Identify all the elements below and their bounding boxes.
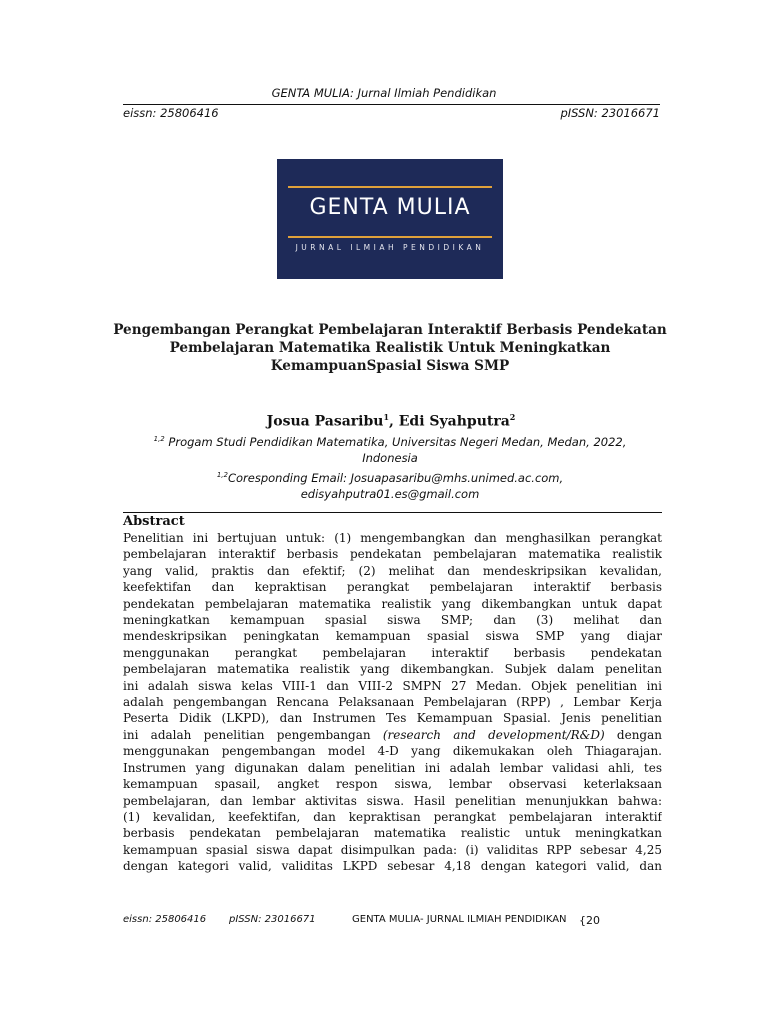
footer-journal-name: GENTA MULIA- JURNAL ILMIAH PENDIDIKAN — [352, 914, 567, 925]
affiliation-line: Indonesia — [362, 451, 418, 466]
journal-title: GENTA MULIA: Jurnal Ilmiah Pendidikan — [271, 86, 497, 100]
abstract-line: kemampuan spasail, angket respon siswa, lembar observasi keterlaksaan — [123, 777, 662, 792]
paper-title-line: Pembelajaran Matematika Realistik Untuk Meningkatkan — [169, 340, 611, 356]
abstract-line: Peserta Didik (LKPD), dan Instrumen Tes Kemampuan Spasial. Jenis penelitian — [123, 711, 662, 726]
abstract-line: (1) kevalidan, keefektifan, dan kepraktisan perangkat pembelajaran interaktif — [123, 809, 662, 824]
logo-top-rule — [288, 186, 492, 188]
abstract-heading: Abstract — [123, 512, 662, 529]
affil-mark: 1,2 — [216, 470, 228, 479]
affiliation-block — [130, 431, 650, 503]
abstract-line: pendekatan pembelajaran matematika realistik yang dikembangkan untuk dapat — [123, 596, 662, 611]
paper-title-line: Pengembangan Perangkat Pembelajaran Interaktif Berbasis Pendekatan — [113, 322, 667, 338]
affiliation-line: $^{1,2}$ Progam Studi Pendidikan Matematika, Universitas Negeri Medan, Medan, 2022, — [153, 434, 627, 449]
abstract-line: keefektifan dan kepraktisan perangkat pembelajaran interaktif berbasis — [123, 580, 662, 595]
abstract-line: pembelajaran interaktif berbasis pendekatan pembelajaran matematika realistik — [123, 547, 662, 562]
logo-tagline: JURNAL ILMIAH PENDIDIKAN — [295, 243, 485, 252]
author-affil-mark: 1 — [383, 412, 390, 422]
author-list — [0, 412, 768, 430]
abstract-line: ini adalah siswa kelas VIII-1 dan VIII-2 SMPN 27 Medan. Objek penelitian ini — [123, 678, 662, 693]
abstract-line: kemampuan spasial siswa dapat disimpulkan pada: (i) validitas RPP sebesar 4,25 — [123, 842, 662, 857]
abstract-line: ini adalah penelitian pengembangan (research and development/R&D) dengan — [123, 727, 662, 742]
email-line: edisyahputra01.es@gmail.com — [300, 487, 480, 502]
abstract-line: menggunakan pengembangan model 4-D yang dikemukakan oleh Thiagarajan. — [123, 744, 662, 759]
abstract-body — [123, 530, 662, 875]
abstract-line: menggunakan perangkat pembelajaran interaktif berbasis pendekatan — [123, 645, 662, 660]
abstract-line: adalah pengembangan Rencana Pelaksanaan Pembelajaran (RPP) , Lembar Kerja — [123, 695, 662, 710]
author-name: Edi Syahputra — [398, 413, 510, 430]
author-affil-mark: 2 — [509, 412, 516, 422]
logo-bottom-rule — [288, 236, 492, 238]
paper-title-line: KemampuanSpasial Siswa SMP — [270, 358, 510, 374]
affil-mark: 1,2 — [153, 435, 165, 443]
page-number: {20 — [579, 914, 600, 927]
author-name: Josua Pasaribu — [266, 413, 384, 430]
abstract-line: Penelitian ini bertujuan untuk: (1) mengembangkan dan menghasilkan perangkat — [123, 531, 662, 545]
paper-title — [110, 321, 670, 375]
abstract-italic-term: (research and development/R&D) — [382, 727, 605, 742]
abstract-line: dengan kategori valid, validitas LKPD sebesar 4,18 dengan kategori valid, dan — [123, 859, 662, 874]
footer-pissn: pISSN: 23016671 — [229, 914, 316, 925]
abstract-line: berbasis pendekatan pembelajaran matematika realistic untuk meningkatkan — [123, 826, 662, 841]
journal-logo — [277, 159, 503, 279]
abstract-line: Instrumen yang digunakan dalam penelitian ini adalah lembar validasi ahli, tes — [123, 760, 662, 775]
email-line: $^{1,2}$Coresponding Email: Josuapasaribu@mhs.unimed.ac.com, — [216, 470, 564, 485]
logo-name: GENTA MULIA — [309, 195, 471, 220]
abstract-line: meningkatkan kemampuan spasial siswa SMP; dan (3) melihat dan — [123, 613, 662, 628]
abstract-line: mendeskripsikan peningkatan kemampuan spasial siswa SMP yang diajar — [123, 629, 662, 644]
footer-eissn: eissn: 25806416 — [123, 914, 207, 925]
eissn-label: eissn: 25806416 — [123, 106, 219, 120]
author-separator: , — [389, 413, 399, 430]
pissn-label: pISSN: 23016671 — [560, 106, 660, 120]
issn-row — [123, 104, 660, 120]
abstract-line: pembelajaran matematika realistik yang dikembangkan. Subjek dalam penelitan — [123, 662, 662, 677]
abstract-line: pembelajaran, dan lembar aktivitas siswa. Hasil penelitian menunjukkan bahwa: — [123, 793, 662, 808]
abstract-line: yang valid, praktis dan efektif; (2) melihat dan mendeskripsikan kevalidan, — [123, 563, 662, 578]
